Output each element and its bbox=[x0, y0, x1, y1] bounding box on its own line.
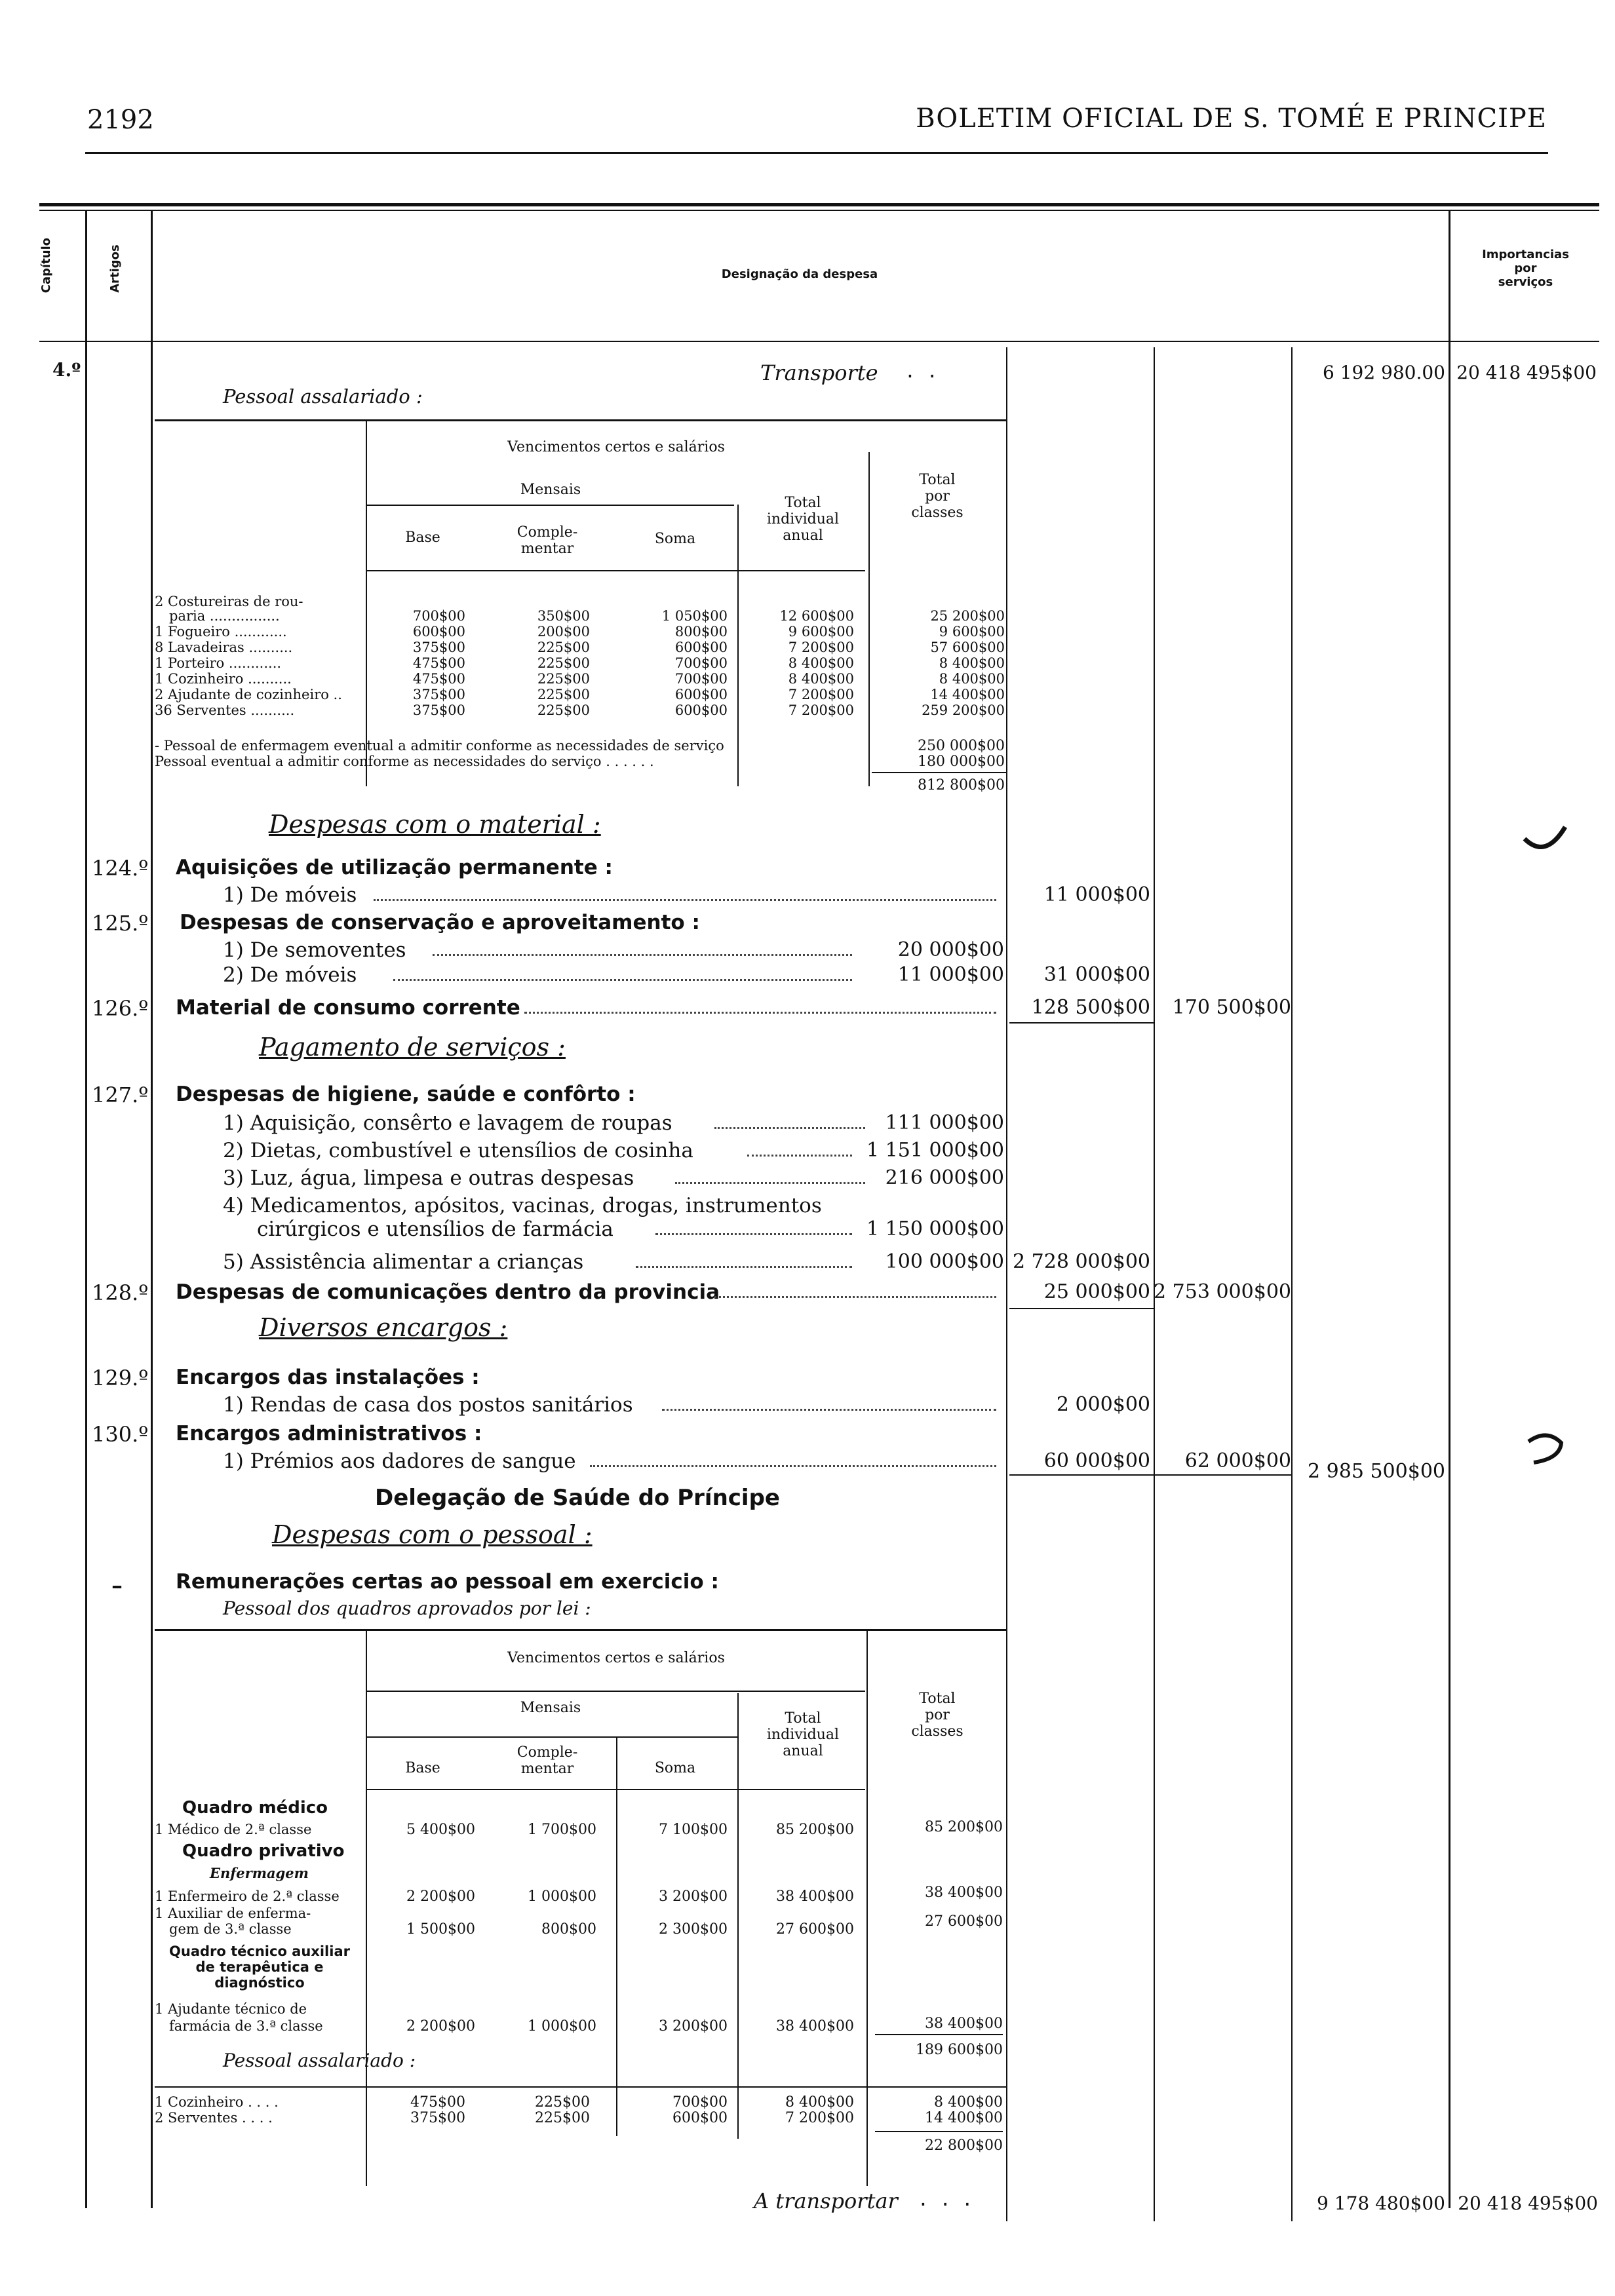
t1-row-6-soma: 600$00 bbox=[674, 702, 728, 718]
art126-leader bbox=[524, 1012, 996, 1014]
art130-total: 2 985 500$00 bbox=[1308, 1460, 1445, 1483]
art129-item1: 1) Rendas de casa dos postos sanitários bbox=[223, 1393, 633, 1417]
t1-row-6-cls: 259 200$00 bbox=[922, 702, 1005, 718]
t2-subtotal: 189 600$00 bbox=[916, 2042, 1003, 2058]
art124-number: 124.º bbox=[92, 856, 149, 881]
t1-row-5-cls: 14 400$00 bbox=[930, 687, 1005, 702]
t1-row-4-comp: 225$00 bbox=[537, 671, 590, 687]
t1-row-5-ind: 7 200$00 bbox=[788, 687, 854, 702]
col-head-importancias: Importancias por serviços bbox=[1482, 248, 1569, 289]
art126-value: 128 500$00 bbox=[1031, 996, 1150, 1019]
t1-row-6-base: 375$00 bbox=[412, 702, 465, 718]
t2-cozinheiro-label: 1 Cozinheiro . . . . bbox=[155, 2094, 279, 2110]
art129-item1-value: 2 000$00 bbox=[1056, 1393, 1150, 1416]
table-top-rule bbox=[39, 203, 1599, 206]
t2-assalariado-rule bbox=[155, 2086, 1007, 2088]
t2-mensais-rule bbox=[367, 1736, 737, 1738]
t1-row-4-label: 1 Cozinheiro .......... bbox=[155, 671, 292, 687]
art127-item3-value: 216 000$00 bbox=[885, 1166, 1004, 1189]
t1-row-6-ind: 7 200$00 bbox=[788, 702, 854, 718]
margin-mark-1 bbox=[1519, 819, 1572, 865]
t2-cozinheiro-base: 475$00 bbox=[410, 2094, 465, 2111]
t1-row-3-ind: 8 400$00 bbox=[788, 655, 854, 671]
t2-subtotal2: 22 800$00 bbox=[925, 2137, 1003, 2154]
t2-serventes-label: 2 Serventes . . . . bbox=[155, 2110, 273, 2126]
t2-medico-cls: 85 200$00 bbox=[925, 1819, 1003, 1835]
t2-quadro-privativo: Quadro privativo bbox=[182, 1841, 345, 1861]
art130-title: Encargos administrativos : bbox=[176, 1422, 482, 1445]
t1-top-rule bbox=[155, 419, 1007, 421]
t1-row-2-label: 8 Lavadeiras .......... bbox=[155, 640, 293, 655]
t2-ajudante-ind: 38 400$00 bbox=[776, 2018, 854, 2035]
t1-row-1-base: 600$00 bbox=[412, 624, 465, 640]
art127-item4-leader bbox=[655, 1233, 852, 1235]
transporte-value-b: 20 418 495$00 bbox=[1456, 362, 1597, 383]
t1-row-3-cls: 8 400$00 bbox=[939, 655, 1005, 671]
t2-ajudante-comp: 1 000$00 bbox=[528, 2018, 596, 2035]
t2-quadro-medico: Quadro médico bbox=[182, 1798, 328, 1818]
t1-row-2-soma: 600$00 bbox=[674, 640, 728, 655]
t2-head-soma: Soma bbox=[654, 1760, 696, 1776]
art125-item2-value: 11 000$00 bbox=[897, 963, 1004, 986]
t1-total-rule bbox=[872, 772, 1006, 773]
art129-number: 129.º bbox=[92, 1366, 149, 1390]
art127-item1: 1) Aquisição, consêrto e lavagem de roupas bbox=[223, 1111, 672, 1135]
t2-group-rule bbox=[367, 1691, 865, 1692]
t2-enfermeiro-soma: 3 200$00 bbox=[659, 1888, 728, 1905]
t1-row-3-base: 475$00 bbox=[412, 655, 465, 671]
t2-auxiliar-base: 1 500$00 bbox=[406, 1921, 475, 1938]
t1-row-4-soma: 700$00 bbox=[674, 671, 728, 687]
art129-item1-leader bbox=[662, 1409, 996, 1411]
art128-leader bbox=[714, 1296, 996, 1298]
t1-row-0-ind: 12 600$00 bbox=[779, 608, 854, 624]
capitulo-number: 4.º bbox=[52, 359, 81, 381]
t2-serventes-ind: 7 200$00 bbox=[785, 2110, 854, 2126]
art125-item2: 2) De móveis bbox=[223, 963, 357, 987]
t2-serventes-comp: 225$00 bbox=[535, 2110, 590, 2126]
t2-quadro-tecnico: Quadro técnico auxiliar de terapêutica e diagnóstico bbox=[169, 1943, 350, 1991]
t1-row-1-soma: 800$00 bbox=[674, 624, 728, 640]
t1-row-5-label: 2 Ajudante de cozinheiro .. bbox=[155, 687, 342, 702]
transporte-dots: . . bbox=[905, 360, 938, 382]
col-divider-capitulo bbox=[85, 210, 87, 2208]
t1-mensais: Mensais bbox=[520, 482, 581, 498]
art130-item1: 1) Prémios aos dadores de sangue bbox=[223, 1449, 576, 1473]
a-transportar-value-b: 20 418 495$00 bbox=[1458, 2192, 1598, 2214]
t1-head-rule bbox=[367, 570, 865, 571]
col-divider-2 bbox=[1006, 347, 1007, 2221]
art127-sum: 2 728 000$00 bbox=[1013, 1250, 1150, 1273]
t1-row-0-soma: 1 050$00 bbox=[661, 608, 728, 624]
art127-item4a: 4) Medicamentos, apósitos, vacinas, drogas, instrumentos bbox=[223, 1194, 822, 1217]
delegacao-heading: Delegação de Saúde do Príncipe bbox=[375, 1485, 780, 1511]
t1-row-0-comp: 350$00 bbox=[537, 608, 590, 624]
art130-item1-value: 60 000$00 bbox=[1043, 1449, 1150, 1472]
t1-mensais-rule bbox=[367, 505, 734, 506]
article-dash: – bbox=[111, 1573, 123, 1599]
t1-row-4-base: 475$00 bbox=[412, 671, 465, 687]
table-top-rule-2 bbox=[39, 210, 1599, 211]
t2-ajudante-cls: 38 400$00 bbox=[925, 2016, 1003, 2032]
t2-cozinheiro-comp: 225$00 bbox=[535, 2094, 590, 2111]
art127-item4b: cirúrgicos e utensílios de farmácia bbox=[257, 1217, 613, 1241]
t2-enfermeiro-label: 1 Enfermeiro de 2.ª classe bbox=[155, 1888, 340, 1904]
t1-label-divider bbox=[366, 419, 367, 786]
t2-medico-ind: 85 200$00 bbox=[776, 1822, 854, 1838]
art126-sum: 170 500$00 bbox=[1172, 996, 1291, 1019]
t1-row-3-label: 1 Porteiro ............ bbox=[155, 655, 282, 671]
col-divider-4 bbox=[1291, 347, 1293, 2221]
col-divider-artigos bbox=[151, 210, 153, 2208]
art128-number: 128.º bbox=[92, 1280, 149, 1305]
t2-pessoal-assalariado: Pessoal assalariado : bbox=[223, 2050, 416, 2071]
a-transportar-dots: . . . bbox=[918, 2189, 973, 2210]
section-diversos: Diversos encargos : bbox=[259, 1313, 508, 1342]
t1-row-5-comp: 225$00 bbox=[537, 687, 590, 702]
pessoal-assalariado-heading: Pessoal assalariado : bbox=[223, 385, 423, 408]
a-transportar-value-a: 9 178 480$00 bbox=[1317, 2192, 1445, 2214]
art127-item1-value: 111 000$00 bbox=[885, 1111, 1004, 1134]
remuneracoes-title: Remunerações certas ao pessoal em exercicio : bbox=[176, 1570, 719, 1594]
art128-title: Despesas de comunicações dentro da provincia bbox=[176, 1280, 720, 1304]
art126-rule bbox=[1009, 1022, 1154, 1024]
art127-item5: 5) Assistência alimentar a crianças bbox=[223, 1250, 584, 1274]
art127-item1-leader bbox=[714, 1127, 865, 1129]
t1-row-2-ind: 7 200$00 bbox=[788, 640, 854, 655]
t2-serventes-cls: 14 400$00 bbox=[925, 2110, 1003, 2126]
t2-mensais: Mensais bbox=[520, 1700, 581, 1716]
t2-enfermeiro-cls: 38 400$00 bbox=[925, 1885, 1003, 1901]
art124-item1: 1) De móveis bbox=[223, 883, 357, 907]
section-pessoal: Despesas com o pessoal : bbox=[272, 1520, 593, 1549]
t2-ajudante-base: 2 200$00 bbox=[406, 2018, 475, 2035]
t2-enfermeiro-base: 2 200$00 bbox=[406, 1888, 475, 1905]
art129-title: Encargos das instalações : bbox=[176, 1366, 480, 1389]
t1-head-cls: Total por classes bbox=[911, 472, 963, 521]
art127-number: 127.º bbox=[92, 1082, 149, 1107]
t2-head-cls: Total por classes bbox=[911, 1691, 963, 1740]
t2-head-base: Base bbox=[405, 1760, 440, 1776]
transporte-value-a: 6 192 980.00 bbox=[1322, 362, 1445, 383]
t2-medico-comp: 1 700$00 bbox=[528, 1822, 596, 1838]
pessoal-quadros: Pessoal dos quadros aprovados por lei : bbox=[223, 1598, 591, 1619]
art125-item1-leader bbox=[433, 954, 852, 956]
art127-title: Despesas de higiene, saúde e confôrto : bbox=[176, 1082, 636, 1106]
journal-title: BOLETIM OFICIAL DE S. TOMÉ E PRINCIPE bbox=[916, 104, 1547, 134]
art130-item1-leader bbox=[590, 1465, 996, 1467]
t2-head-ind: Total individual anual bbox=[766, 1710, 840, 1759]
margin-mark-2 bbox=[1521, 1428, 1573, 1474]
t2-ind-divider bbox=[737, 1693, 739, 2139]
col-head-artigos: Artigos bbox=[108, 244, 122, 293]
art127-item5-leader bbox=[636, 1266, 852, 1268]
t2-auxiliar-label: 1 Auxiliar de enferma- bbox=[155, 1905, 311, 1921]
section-material: Despesas com o material : bbox=[269, 810, 601, 839]
art127-item2-leader bbox=[747, 1155, 852, 1157]
t1-total: 812 800$00 bbox=[918, 777, 1005, 794]
t2-subtotal-rule bbox=[875, 2034, 1003, 2035]
art125-number: 125.º bbox=[92, 911, 149, 936]
t2-top-rule bbox=[155, 1629, 1007, 1631]
t2-medico-base: 5 400$00 bbox=[406, 1822, 475, 1838]
art128-value: 25 000$00 bbox=[1043, 1280, 1150, 1303]
art128-sum: 2 753 000$00 bbox=[1154, 1280, 1291, 1303]
t2-serventes-base: 375$00 bbox=[410, 2110, 465, 2126]
t1-row-3-soma: 700$00 bbox=[674, 655, 728, 671]
art130-rule bbox=[1009, 1474, 1291, 1476]
col-head-designacao: Designação da despesa bbox=[721, 267, 878, 281]
art124-title: Aquisições de utilização permanente : bbox=[176, 856, 613, 879]
t2-enfermagem: Enfermagem bbox=[210, 1865, 309, 1881]
t1-eventual-2-value: 180 000$00 bbox=[918, 754, 1005, 770]
t1-head-ind: Total individual anual bbox=[766, 495, 840, 544]
art127-item2: 2) Dietas, combustível e utensílios de cosinha bbox=[223, 1139, 693, 1162]
section-servicos: Pagamento de serviços : bbox=[259, 1033, 566, 1062]
art127-item3: 3) Luz, água, limpesa e outras despesas bbox=[223, 1166, 634, 1190]
art125-item1: 1) De semoventes bbox=[223, 938, 406, 962]
art128-rule bbox=[1009, 1308, 1154, 1309]
t1-eventual-1-value: 250 000$00 bbox=[918, 738, 1005, 754]
t2-ajudante-label: 1 Ajudante técnico de bbox=[155, 2001, 307, 2017]
t1-row-0-base: 700$00 bbox=[412, 608, 465, 624]
t2-auxiliar-ind: 27 600$00 bbox=[776, 1921, 854, 1938]
art126-title: Material de consumo corrente bbox=[176, 996, 520, 1020]
t1-head-soma: Soma bbox=[654, 531, 696, 547]
t2-head-rule bbox=[367, 1789, 865, 1790]
t2-ajudante-label2: farmácia de 3.ª classe bbox=[169, 2018, 323, 2034]
t2-enfermeiro-comp: 1 000$00 bbox=[528, 1888, 596, 1905]
t1-row-0-label: 2 Costureiras de rou- bbox=[155, 594, 303, 609]
transporte-label: Transporte bbox=[760, 360, 878, 385]
t1-row-4-cls: 8 400$00 bbox=[939, 671, 1005, 687]
t2-enfermeiro-ind: 38 400$00 bbox=[776, 1888, 854, 1905]
a-transportar-label: A transportar bbox=[754, 2189, 898, 2213]
t1-head-comp: Comple- mentar bbox=[516, 524, 578, 557]
art127-item5-value: 100 000$00 bbox=[885, 1250, 1004, 1273]
art125-item2-leader bbox=[393, 979, 852, 981]
t2-auxiliar-cls: 27 600$00 bbox=[925, 1913, 1003, 1930]
t2-auxiliar-comp: 800$00 bbox=[541, 1921, 596, 1938]
t1-row-2-comp: 225$00 bbox=[537, 640, 590, 655]
art130-number: 130.º bbox=[92, 1422, 149, 1447]
t1-row-0-cls: 25 200$00 bbox=[930, 608, 1005, 624]
art127-item2-value: 1 151 000$00 bbox=[866, 1139, 1004, 1162]
t1-row-3-comp: 225$00 bbox=[537, 655, 590, 671]
col-divider-importancias bbox=[1449, 210, 1450, 2208]
t2-auxiliar-label2: gem de 3.ª classe bbox=[169, 1921, 292, 1937]
art125-item1-value: 20 000$00 bbox=[897, 938, 1004, 961]
t2-serventes-soma: 600$00 bbox=[672, 2110, 728, 2126]
t2-auxiliar-soma: 2 300$00 bbox=[659, 1921, 728, 1938]
t1-group-header: Vencimentos certos e salários bbox=[507, 439, 725, 455]
t1-row-5-base: 375$00 bbox=[412, 687, 465, 702]
t1-row-4-ind: 8 400$00 bbox=[788, 671, 854, 687]
t1-row-1-label: 1 Fogueiro ............ bbox=[155, 624, 287, 640]
t2-cozinheiro-ind: 8 400$00 bbox=[785, 2094, 854, 2111]
t1-row-6-comp: 225$00 bbox=[537, 702, 590, 718]
page-number: 2192 bbox=[87, 105, 154, 135]
t1-row-1-comp: 200$00 bbox=[537, 624, 590, 640]
t2-cozinheiro-cls: 8 400$00 bbox=[934, 2094, 1003, 2111]
art125-sum: 31 000$00 bbox=[1043, 963, 1150, 986]
t1-row-1-ind: 9 600$00 bbox=[788, 624, 854, 640]
col-head-capitulo: Capítulo bbox=[39, 237, 53, 294]
t2-medico-soma: 7 100$00 bbox=[659, 1822, 728, 1838]
t1-row-0-label2: paria ................ bbox=[169, 608, 280, 624]
t2-head-comp: Comple- mentar bbox=[516, 1744, 578, 1777]
art124-item1-leader bbox=[374, 899, 996, 901]
t2-medico-label: 1 Médico de 2.ª classe bbox=[155, 1822, 312, 1837]
header-rule bbox=[85, 152, 1548, 154]
t1-row-1-cls: 9 600$00 bbox=[939, 624, 1005, 640]
t1-row-5-soma: 600$00 bbox=[674, 687, 728, 702]
t1-eventual-1: - Pessoal de enfermagem eventual a admitir conforme as necessidades de serviço bbox=[155, 738, 724, 754]
t2-subtotal2-rule bbox=[875, 2131, 1003, 2132]
t2-cozinheiro-soma: 700$00 bbox=[672, 2094, 728, 2111]
art124-item1-value: 11 000$00 bbox=[1043, 883, 1150, 906]
t2-group-header: Vencimentos certos e salários bbox=[507, 1650, 725, 1666]
art126-number: 126.º bbox=[92, 996, 149, 1021]
t1-eventual-2: Pessoal eventual a admitir conforme as necessidades do serviço . . . . . . bbox=[155, 754, 654, 769]
t1-head-base: Base bbox=[405, 529, 440, 546]
t1-row-2-base: 375$00 bbox=[412, 640, 465, 655]
art125-title: Despesas de conservação e aproveitamento : bbox=[180, 911, 700, 934]
header-bottom-rule bbox=[39, 341, 1599, 342]
t2-ajudante-soma: 3 200$00 bbox=[659, 2018, 728, 2035]
art127-item4-value: 1 150 000$00 bbox=[866, 1217, 1004, 1240]
art130-sum: 62 000$00 bbox=[1184, 1449, 1291, 1472]
art127-item3-leader bbox=[675, 1182, 865, 1184]
t1-row-2-cls: 57 600$00 bbox=[930, 640, 1005, 655]
t1-row-6-label: 36 Serventes .......... bbox=[155, 702, 295, 718]
